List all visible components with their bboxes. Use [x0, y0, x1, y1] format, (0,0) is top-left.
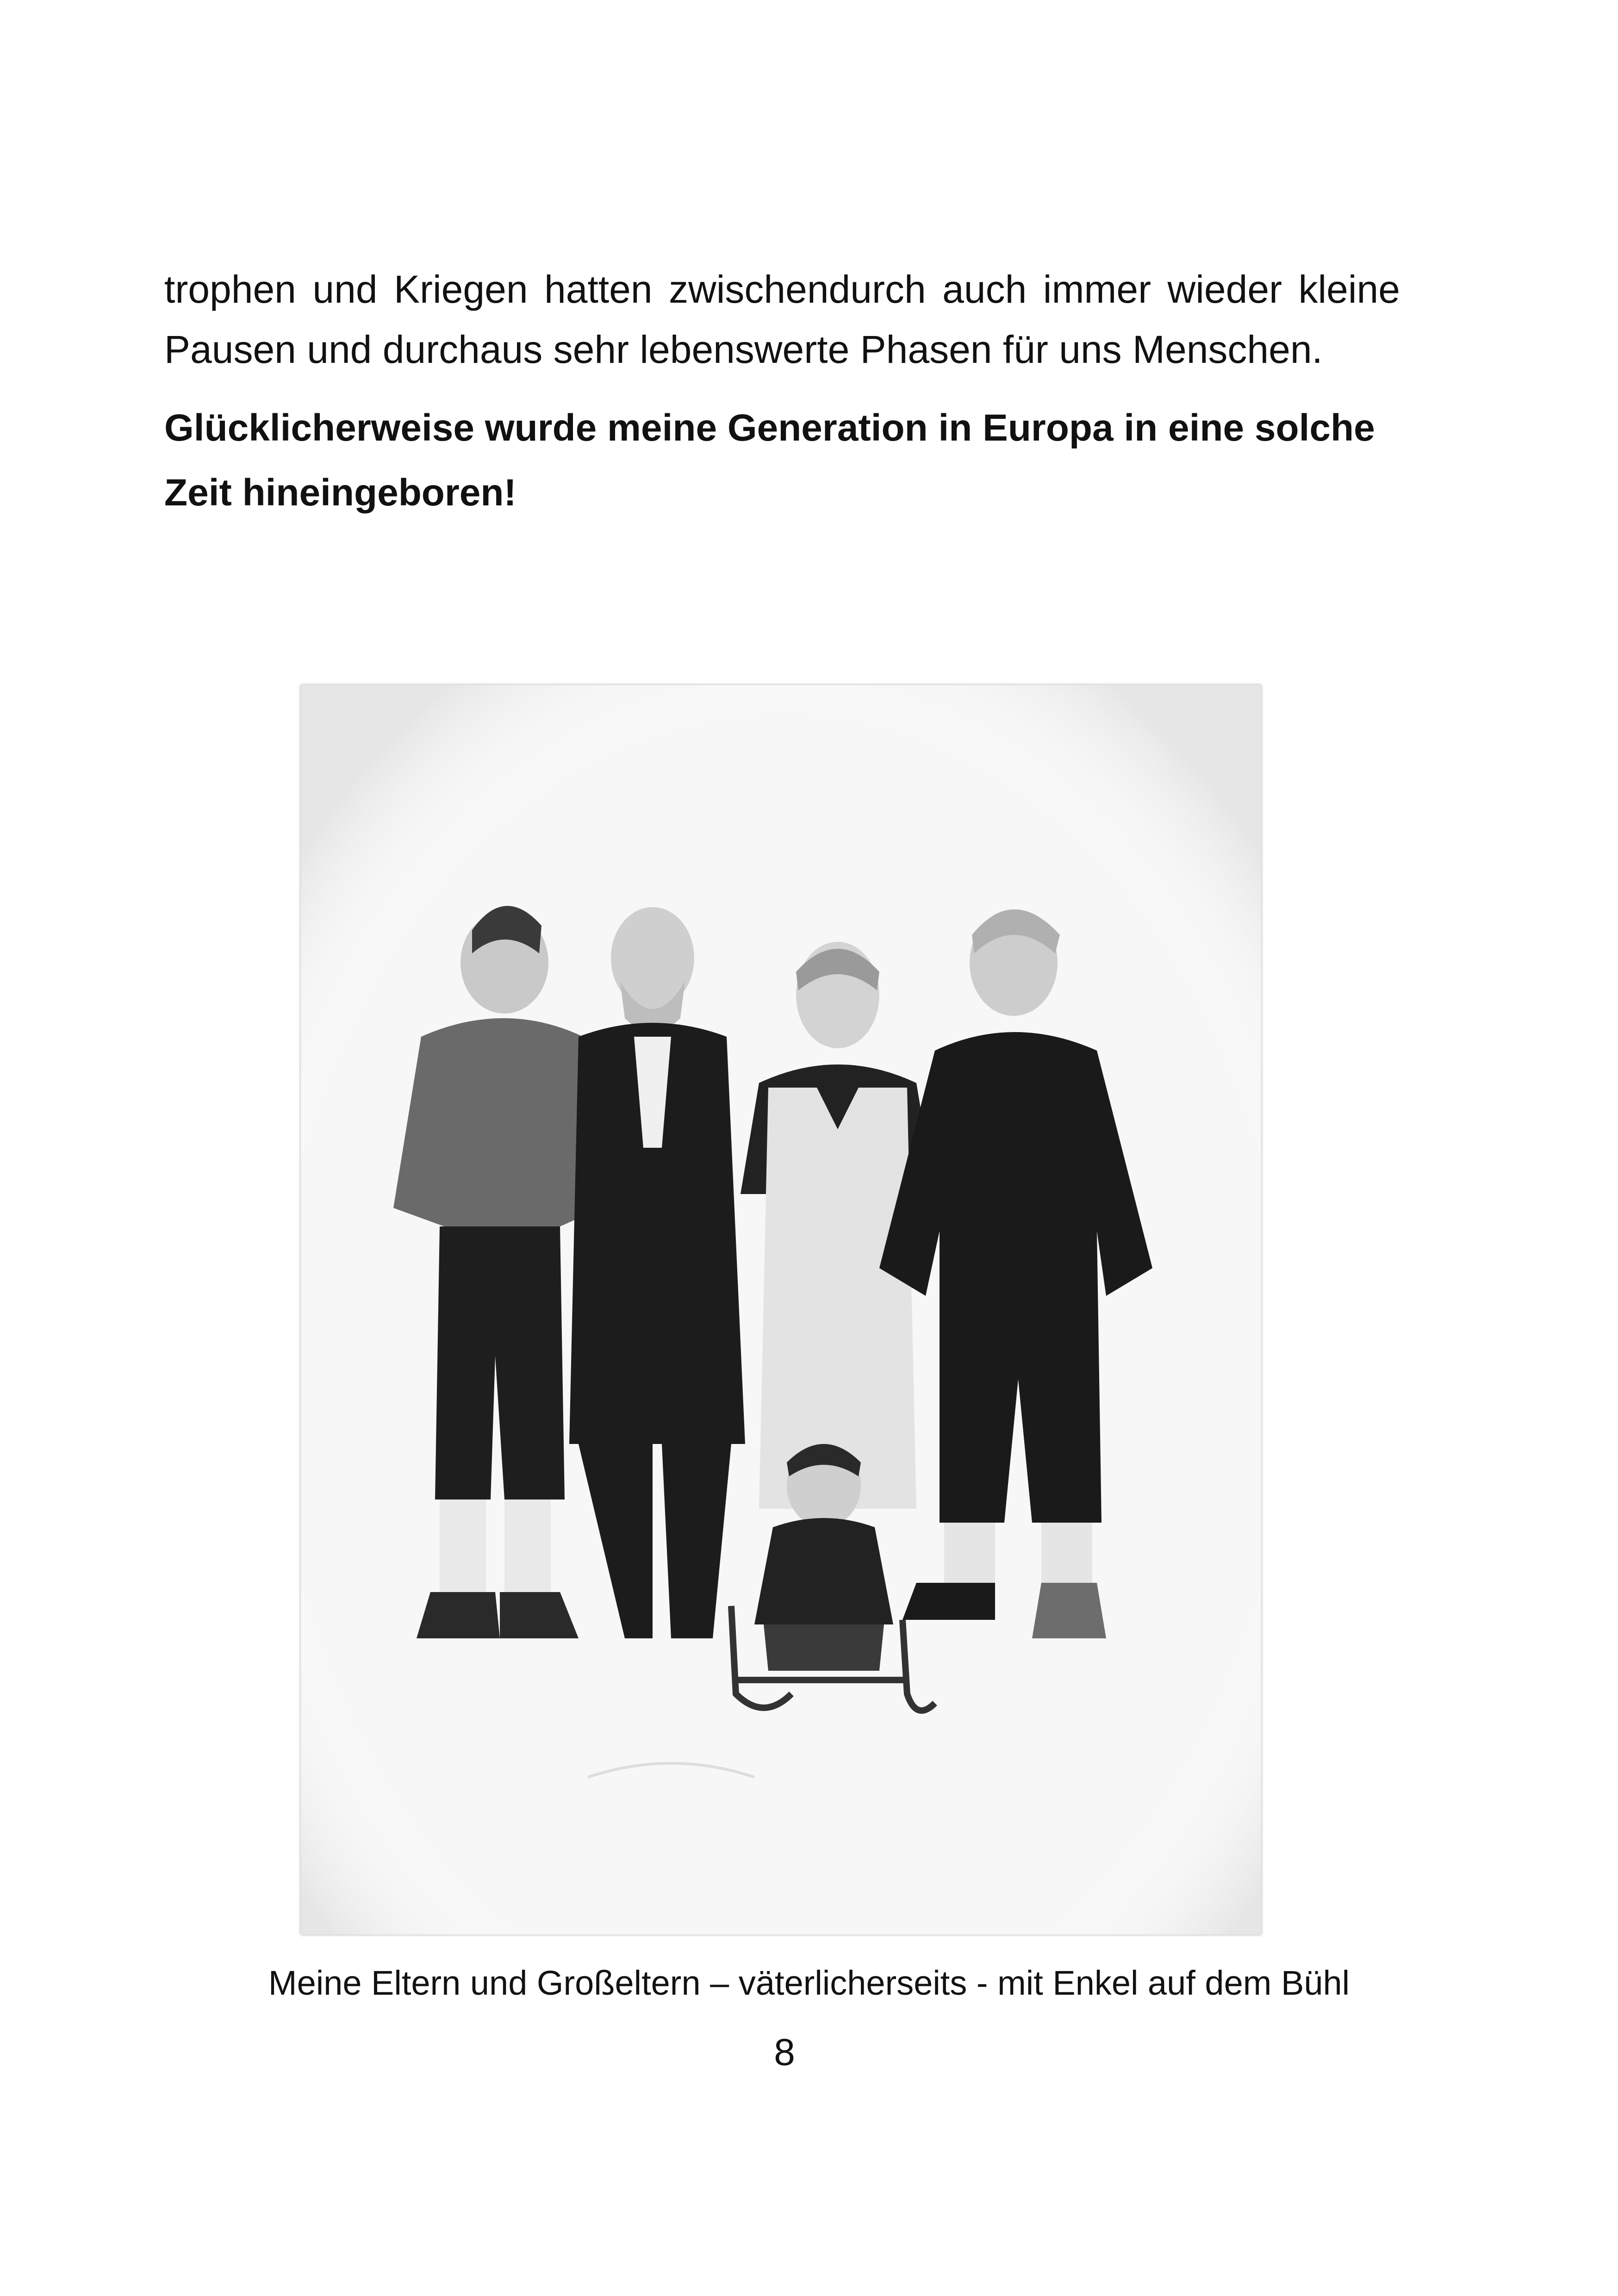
family-photo [301, 685, 1261, 1935]
body-paragraph: trophen und Kriegen hatten zwischendurch auch immer wieder kleine Pausen und durchaus sehr lebenswerte Phasen für uns Menschen. [164, 268, 1400, 371]
page-number: 8 [774, 2031, 795, 2073]
emphasized-paragraph: Glücklicherweise wurde meine Generation in Europa in eine solche Zeit hineingeboren! [164, 407, 1375, 514]
photo-caption: Meine Eltern und Großeltern – väterlicherseits - mit Enkel auf dem Bühl [268, 1964, 1350, 2002]
family-photo-image [301, 685, 1261, 1935]
